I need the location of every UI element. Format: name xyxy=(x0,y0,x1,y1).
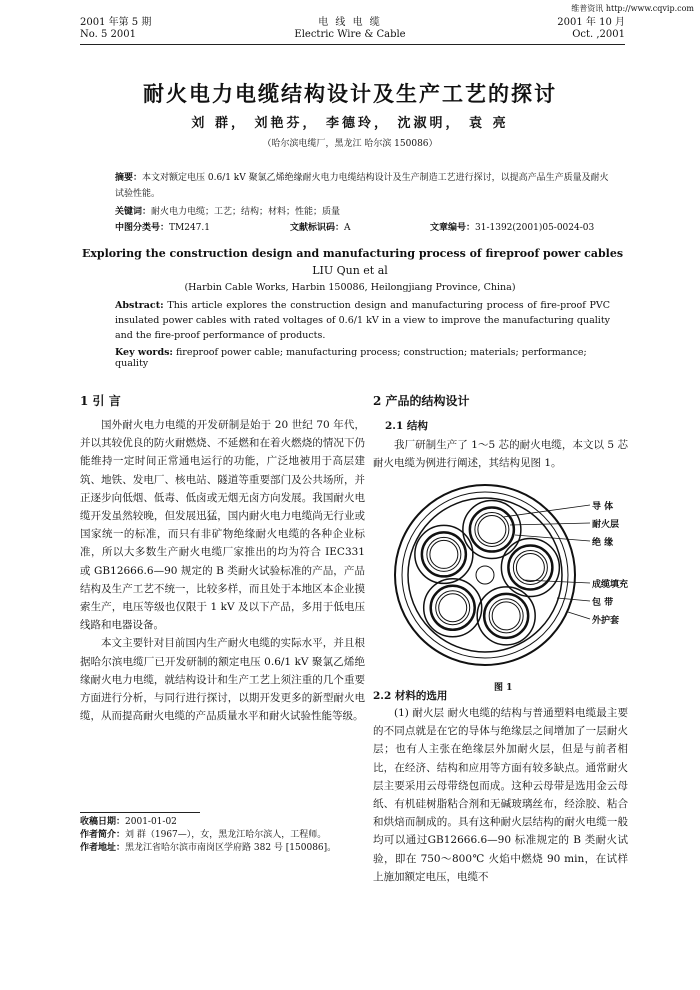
english-title: Exploring the construction design and manufacturing process of fireproof power cables xyxy=(81,247,624,260)
footnote-address xyxy=(80,842,365,855)
section-2-heading: 2 产品的结构设计 xyxy=(373,394,470,408)
section-1-paragraph-1: 国外耐火电力电缆的开发研制是始于 20 世纪 70 年代，并以其较优良的防火耐燃烧、不延燃和在着火燃烧的情况下仍能维持一定时间正常通电运行的功能，广泛地被用于高层建筑、地铁、发电厂、核电站、隧道等重要部门及公共场所，并正逐步向低烟、低毒、低卤或无烟无卤方向发展。我国耐火电缆开发虽然较晚，但发展迅猛，国内耐火电力电缆尚无行业或国家统一的标准，而只有非矿物绝缘耐火电缆的各种企业标准，所以大多数生产耐火电缆厂家推出的均为符合 IEC331 或 GB12666.6—90 规定的 B 类耐火试验标准的产品，产品结构及生产工艺不统一，比较多样，而且处于本地区本企业摸索生产，电压等级也仅限于 1 kV 及以下产品，多用于低电压线路和电器设备。 xyxy=(80,419,365,632)
header-date-cn: 2001 年 10 月 xyxy=(557,17,625,28)
abstract-cn-text: 本文对额定电压 0.6/1 kV 聚氯乙烯绝缘耐火电力电缆结构设计及生产制造工艺进行探讨，以提高产品生产质量及耐火试验性能。 xyxy=(115,173,609,199)
header-journal-en: Electric Wire & Cable xyxy=(294,29,406,40)
received-label: 收稿日期： xyxy=(80,817,126,827)
label-conductor: 导 体 xyxy=(592,502,614,512)
paper-title: 耐火电力电缆结构设计及生产工艺的探讨 xyxy=(143,81,557,106)
keywords-cn xyxy=(115,204,610,220)
footnote-rule xyxy=(80,812,200,813)
bio-label: 作者简介： xyxy=(80,830,126,840)
header-rule xyxy=(80,44,625,45)
keywords-cn-text: 耐火电力电缆；工艺；结构；材料；性能；质量 xyxy=(151,207,341,217)
article-id-value: 31-1392(2001)05-0024-03 xyxy=(475,223,595,233)
cable-core xyxy=(463,501,521,559)
center-filler xyxy=(476,566,494,584)
doc-code-label: 文献标识码： xyxy=(290,223,345,233)
english-abstract-text: This article explores the construction design and manufacturing process of fire-proof PVC insulated power cables with rated voltages of 0.6/1 kV in a view to improve the manufacturing quality and the fire-proof performance of products. xyxy=(115,300,610,341)
header-journal xyxy=(250,17,450,41)
label-outer-sheath: 外护套 xyxy=(592,616,620,626)
label-cabling-filler: 成缆填充 xyxy=(592,580,629,590)
subsection-2-2-paragraph: (1) 耐火层 耐火电缆的结构与普通塑料电缆最主要的不同点就是在它的导体与绝缘层之间增加了一层耐火层；也有人主张在绝缘层外加耐火层，但是与前者相比，在经济、结构和应用等方面有较多缺点。通常耐火层主要采用云母带绕包而成。这种云母带是选用金云母纸、有机硅树脂粘合剂和无碱玻璃丝布，经涂胶、粘合和烘焙而制成的。具有这种耐火层结构的耐火电缆一般均可以通过GB12666.6—90 标准规定的 B 类耐火试验，即在 750～800℃ 火焰中燃烧 90 min，在试样上施加额定电压，电缆不 xyxy=(373,707,628,883)
cable-core xyxy=(477,587,535,645)
header-issue-en: No. 5 2001 xyxy=(80,29,136,40)
article-id-label: 文章编号： xyxy=(430,223,476,233)
english-keywords-text: fireproof power cable; manufacturing process; construction; materials; performance; quality xyxy=(115,347,587,369)
bio-value: 刘 群（1967—），女，黑龙江哈尔滨人，工程师。 xyxy=(125,830,327,840)
subsection-2-1-body xyxy=(373,436,628,472)
figure-caption: 图 1 xyxy=(494,683,513,693)
classification-row xyxy=(115,220,610,236)
footnote-received xyxy=(80,816,365,829)
english-abstract xyxy=(115,298,610,343)
address-label: 作者地址： xyxy=(80,843,126,853)
english-keywords-label: Key words: xyxy=(115,347,173,358)
subsection-2-1-paragraph: 我厂研制生产了 1～5 芯的耐火电缆，本文以 5 芯耐火电缆为例进行阐述，其结构见图 1。 xyxy=(373,439,628,470)
section-1-paragraph-2: 本文主要针对目前国内生产耐火电缆的实际水平，并且根据哈尔滨电缆厂已开发研制的额定电压 0.6/1 kV 聚氯乙烯绝缘耐火电力电缆，就结构设计和生产工艺上须注重的几个重要方面进行分析，与同行进行探讨，以期开发更多的新型耐火电缆，从而提高耐火电缆的产品质量水平和耐火试验性能等级。 xyxy=(80,637,365,723)
doc-code-value: A xyxy=(344,223,351,233)
subsection-2-2-heading: 2.2 材料的选用 xyxy=(373,690,448,702)
watermark: 维普资讯 http://www.cqvip.com xyxy=(571,4,694,13)
clc-value: TM247.1 xyxy=(169,223,210,233)
english-author: LIU Qun et al xyxy=(312,264,388,277)
subsection-2-1-heading: 2.1 结构 xyxy=(385,420,428,432)
keywords-cn-label: 关键词： xyxy=(115,207,152,217)
cable-core xyxy=(415,525,473,583)
subsection-2-2-body xyxy=(373,704,628,886)
header-issue xyxy=(80,17,151,41)
label-fire-layer: 耐火层 xyxy=(592,520,620,530)
section-1-body xyxy=(80,416,365,725)
label-insulation: 绝 缘 xyxy=(592,538,614,548)
author-list: 刘 群， 刘艳芬， 李德玲， 沈淑明， 袁 亮 xyxy=(191,116,509,131)
header-issue-cn: 2001 年第 5 期 xyxy=(80,17,152,28)
address-value: 黑龙江省哈尔滨市南岗区学府路 382 号 [150086]。 xyxy=(125,843,337,853)
abstract-cn-label: 摘要： xyxy=(115,173,143,183)
footnote-bio xyxy=(80,829,365,842)
english-keywords xyxy=(115,347,610,369)
received-value: 2001-01-02 xyxy=(125,817,177,827)
cable-core xyxy=(424,579,482,637)
abstract-cn xyxy=(115,170,610,202)
label-wrapping-tape: 包 带 xyxy=(592,598,614,608)
header-date xyxy=(557,17,625,41)
header-date-en: Oct. ,2001 xyxy=(572,29,625,40)
clc-label: 中图分类号： xyxy=(115,223,170,233)
affiliation: （哈尔滨电缆厂，黑龙江 哈尔滨 150086） xyxy=(262,139,438,149)
outer-sheath-ring xyxy=(395,485,575,665)
section-1-heading: 1 引 言 xyxy=(80,394,121,408)
footnote xyxy=(80,816,365,855)
english-abstract-label: Abstract: xyxy=(115,300,164,311)
english-affiliation: (Harbin Cable Works, Harbin 150086, Heilongjiang Province, China) xyxy=(184,282,516,293)
header-journal-cn: 电 线 电 缆 xyxy=(318,17,382,28)
